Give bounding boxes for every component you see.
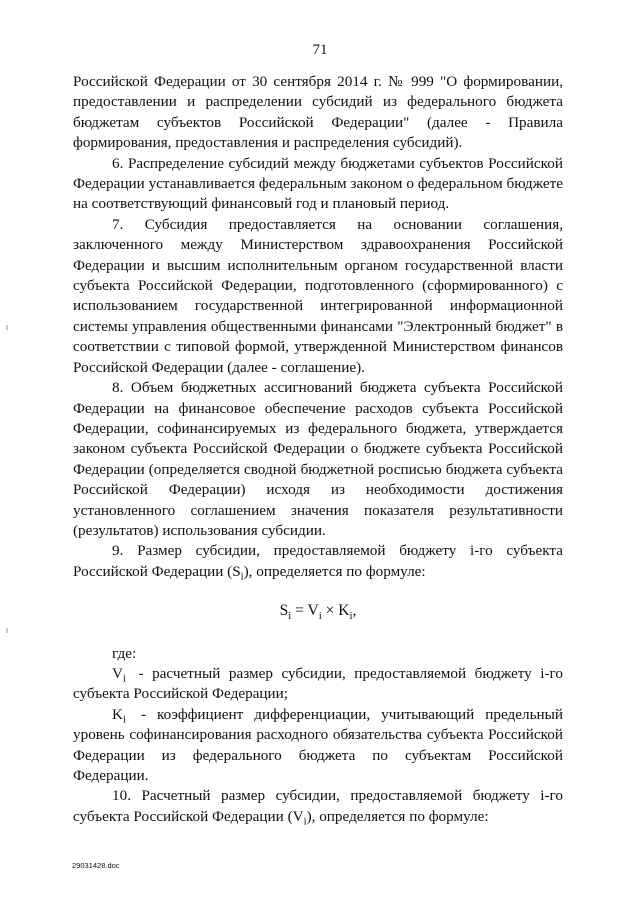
definition-v-sub: i: [122, 673, 126, 685]
paragraph-10: [73, 786, 563, 827]
paragraph-10-text-end: ), определяется по формуле:: [306, 807, 489, 825]
formula-v-sub: i: [318, 609, 322, 622]
paragraph-10-subscript: i: [303, 816, 307, 828]
formula-k: K: [338, 602, 350, 620]
definition-v-letter: V: [112, 664, 123, 682]
formula-v: V: [307, 602, 319, 620]
paragraph-6: 6. Распределение субсидий между бюджетами субъектов Российской Федерации устанавливается федеральным законом о федеральном бюджете на соответствующий финансовый год и плановый период.: [73, 154, 563, 213]
formula-s-sub: i: [288, 609, 292, 622]
definition-k: [73, 705, 563, 787]
paragraph-continuation: Российской Федерации от 30 сентября 2014 г. № 999 "О формировании, предоставлении и распределении субсидий из федерального бюджета бюджетам субъектов Российской Федерации" (далее - Правила формирования, предоставления и распределения субсидий).: [73, 73, 563, 152]
paragraph-9-text-end: ), определяется по формуле:: [243, 562, 426, 580]
paragraph-10-text: 10. Расчетный размер субсидии, предоставляемой бюджету i-го субъекта Российской Федерации (V: [73, 787, 563, 825]
footer-filename: 29031428.doc: [72, 861, 120, 870]
formula-s: S: [279, 602, 289, 620]
paragraph-9: [73, 541, 563, 582]
definition-k-text: - коэффициент дифференциации, учитывающий предельный уровень софинансирования расходного обязательства субъекта Российской Федерации из федерального бюджета по субъектам Российской Федерации.: [73, 705, 563, 784]
formula-times: ×: [321, 602, 339, 620]
definition-v-symbol: [112, 664, 130, 684]
formula-equals: =: [291, 602, 308, 620]
paragraph-9-subscript: i: [240, 571, 244, 583]
definition-k-symbol: [112, 705, 130, 725]
page-number: 71: [312, 42, 328, 58]
formula-tail: ,: [352, 602, 357, 620]
paragraph-9-text: 9. Размер субсидии, предоставляемой бюджету i-го субъекта Российской Федерации (S: [73, 542, 563, 580]
paragraph-7: 7. Субсидия предоставляется на основании соглашения, заключенного между Министерством здравоохранения Российской Федерации и высшим исполнительным органом государственной власти субъекта Российской Федерации, подготовленного (сформированного) с использованием государственной интегрированной информационной системы управления общественными финансами "Электронный бюджет" в соответствии с типовой формой, утвержденной Министерством финансов Российской Федерации (далее - соглашение).: [73, 215, 563, 376]
definition-v-text: - расчетный размер субсидии, предоставляемой бюджету i-го субъекта Российской Федерации;: [73, 664, 563, 703]
document-body: [73, 72, 563, 827]
formula-k-sub: i: [349, 609, 353, 622]
formula-1: [73, 601, 563, 621]
scan-margin-mark: [6, 628, 8, 633]
definition-k-sub: i: [122, 714, 126, 726]
where-label: где:: [112, 644, 137, 662]
scan-margin-mark: [6, 325, 8, 330]
paragraph-8: 8. Объем бюджетных ассигнований бюджета субъекта Российской Федерации на финансовое обеспечение расходов субъекта Российской Федерации, софинансируемых из федерального бюджета, утверждается законом субъекта Российской Федерации о бюджете субъекта Российской Федерации (определяется сводной бюджетной росписью бюджета субъекта Российской Федерации) исходя из необходимости достижения установленного соглашением значения показателя результативности (результатов) использования субсидии.: [73, 379, 563, 539]
definition-k-letter: K: [112, 705, 123, 723]
definition-v: [73, 664, 563, 705]
